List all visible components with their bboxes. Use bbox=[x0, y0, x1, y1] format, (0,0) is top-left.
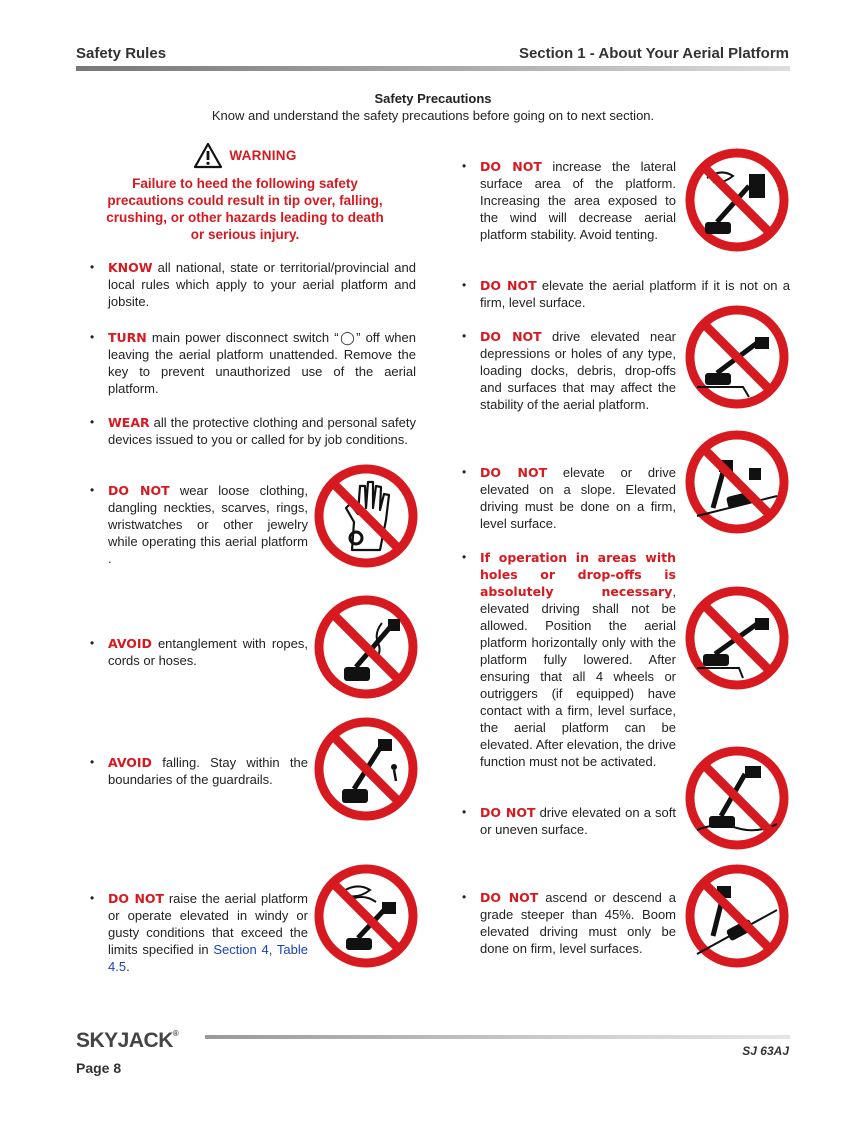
section-link[interactable]: Section 4, Table 4.5 bbox=[108, 942, 308, 974]
item-keyword: AVOID bbox=[108, 636, 152, 651]
item-keyword: TURN bbox=[108, 330, 147, 345]
no-grade-icon bbox=[683, 862, 791, 970]
item-text: main power disconnect switch “◯” off when leaving the aerial platform unattended. Remove the key to prevent unauthorized use of the aerial platform. bbox=[108, 330, 416, 396]
skyjack-logo: SKYJACK® bbox=[76, 1029, 179, 1052]
list-item: • AVOID entanglement with ropes, cords or hoses. bbox=[90, 636, 308, 668]
no-drop-offs-icon bbox=[683, 584, 791, 692]
item-keyword: DO NOT bbox=[480, 465, 548, 480]
item-keyword: DO NOT bbox=[108, 483, 170, 498]
page-number: Page 8 bbox=[76, 1060, 122, 1076]
no-soft-surface-icon bbox=[683, 744, 791, 852]
item-text: , elevated driving shall not be allowed. Position the aerial platform horizontally only with the platform fully lowered. After ensuring that all 4 wheels or outriggers (if equipped) have contact with a firm, level surface, the aerial platform can be elevated. After elevation, the drive function must not be activated. bbox=[480, 584, 676, 769]
list-item: • DO NOT elevate the aerial platform if it is not on a firm, level surface. bbox=[462, 278, 791, 310]
header-right: Section 1 - About Your Aerial Platform bbox=[518, 45, 789, 62]
no-falling-icon bbox=[312, 715, 420, 823]
no-loose-clothing-icon bbox=[312, 462, 420, 570]
item-keyword: KNOW bbox=[108, 260, 153, 275]
item-tail: . bbox=[126, 959, 130, 974]
list-item: • DO NOT ascend or descend a grade steeper than 45%. Boom elevated driving must only be done on firm, level surfaces. bbox=[462, 890, 676, 956]
item-keyword: DO NOT bbox=[480, 805, 536, 820]
item-text: elevate the aerial platform if it is not on a firm, level surface. bbox=[480, 278, 791, 310]
item-keyword: WEAR bbox=[108, 415, 150, 430]
no-tenting-icon bbox=[683, 146, 791, 254]
list-item: • If operation in areas with holes or drop-offs is absolutely necessary, elevated driving shall not be allowed. Position the aerial platform horizontally only with the platform fully lowered. After ensuring that all 4 wheels or outriggers (if equipped) have contact with a firm, level surface, the aerial platform can be elevated. After elevation, the drive function must not be activated. bbox=[462, 550, 676, 769]
item-text: wear loose clothing, dangling neckties, scarves, rings, wristwatches or other jewelry while operating this aerial platform . bbox=[108, 483, 309, 566]
list-item: • AVOID falling. Stay within the boundaries of the guardrails. bbox=[90, 755, 308, 787]
footer-divider bbox=[205, 1035, 790, 1039]
section-subtitle: Know and understand the safety precautions before going on to next section. bbox=[211, 108, 655, 123]
item-keyword: DO NOT bbox=[480, 278, 537, 293]
warning-text: Failure to heed the following safety precautions could result in tip over, falling, crushing, or other hazards leading to death or serious injury. bbox=[106, 176, 384, 242]
list-item: • DO NOT drive elevated on a soft or uneven surface. bbox=[462, 805, 676, 837]
list-item: • DO NOT elevate or drive elevated on a slope. Elevated driving must be done on a firm, level surface. bbox=[462, 465, 676, 531]
warning-label: WARNING bbox=[229, 148, 297, 163]
item-text: all the protective clothing and personal safety devices issued to you or called for by job conditions. bbox=[108, 415, 416, 447]
item-text: entanglement with ropes, cords or hoses. bbox=[108, 636, 308, 668]
warning-triangle-icon bbox=[193, 142, 223, 169]
no-slope-icon bbox=[683, 428, 791, 536]
model-number: SJ 63AJ bbox=[742, 1044, 789, 1058]
item-text: drive elevated near depressions or holes of any type, loading docks, debris, drop-offs and surfaces that may affect the stability of the aerial platform. bbox=[480, 329, 677, 412]
item-text: ascend or descend a grade steeper than 45%. Boom elevated driving must only be done on firm, level surfaces. bbox=[480, 890, 676, 956]
section-title: Safety Precautions bbox=[374, 91, 492, 106]
item-keyword: DO NOT bbox=[480, 329, 542, 344]
item-text: elevate or drive elevated on a slope. Elevated driving must be done on a firm, level surface. bbox=[480, 465, 676, 531]
header-left: Safety Rules bbox=[76, 45, 167, 62]
header-divider bbox=[76, 66, 790, 71]
item-keyword: DO NOT bbox=[480, 159, 542, 174]
item-text: increase the lateral surface area of the platform. Increasing the area exposed to the wind will decrease aerial platform stability. Avoid tenting. bbox=[480, 159, 677, 242]
item-keyword: DO NOT bbox=[480, 890, 539, 905]
list-item: • TURN main power disconnect switch “◯” off when leaving the aerial platform unattended. Remove the key to prevent unauthorized use of the aerial platform. bbox=[90, 330, 416, 396]
list-item: • WEAR all the protective clothing and personal safety devices issued to you or called for by job conditions. bbox=[90, 415, 416, 447]
item-text: drive elevated on a soft or uneven surface. bbox=[480, 805, 676, 837]
warning-box bbox=[100, 142, 390, 243]
no-entanglement-icon bbox=[312, 593, 420, 701]
list-item: • DO NOT wear loose clothing, dangling neckties, scarves, rings, wristwatches or other jewelry while operating this aerial platform . bbox=[90, 483, 309, 566]
item-text: falling. Stay within the boundaries of the guardrails. bbox=[108, 755, 308, 787]
list-item: • DO NOT drive elevated near depressions or holes of any type, loading docks, debris, drop-offs and surfaces that may affect the stability of the aerial platform. bbox=[462, 329, 677, 412]
item-keyword: DO NOT bbox=[108, 891, 165, 906]
no-depressions-icon bbox=[683, 303, 791, 411]
no-wind-icon bbox=[312, 862, 420, 970]
list-item: • DO NOT increase the lateral surface area of the platform. Increasing the area exposed to the wind will decrease aerial platform stability. Avoid tenting. bbox=[462, 159, 677, 242]
item-keyword: AVOID bbox=[108, 755, 152, 770]
list-item: • KNOW all national, state or territorial/provincial and local rules which apply to your aerial platform and jobsite. bbox=[90, 260, 416, 309]
item-keyword: If operation in areas with holes or drop-offs is absolutely necessary bbox=[480, 550, 676, 599]
item-text: all national, state or territorial/provincial and local rules which apply to your aerial platform and jobsite. bbox=[108, 260, 416, 309]
item-text: raise the aerial platform or operate elevated in windy or gusty conditions that exceed the limits specified in bbox=[108, 891, 309, 957]
list-item: • DO NOT raise the aerial platform or operate elevated in windy or gusty conditions that exceed the limits specified in Section 4, Table 4.5. bbox=[90, 891, 309, 974]
